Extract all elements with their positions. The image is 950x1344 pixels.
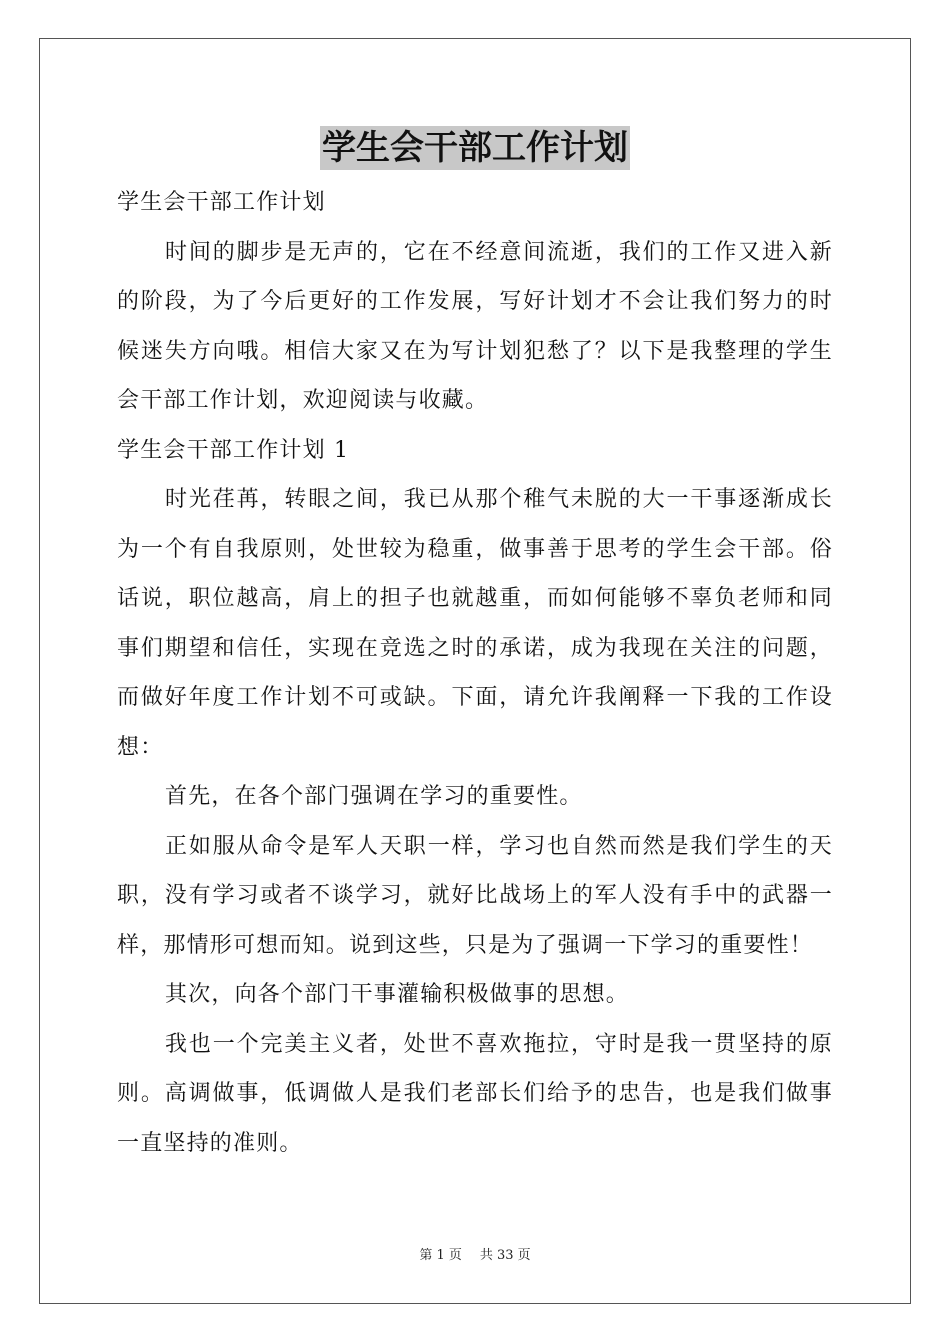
paragraph: 时光荏苒，转眼之间，我已从那个稚气未脱的大一干事逐渐成长为一个有自我原则，处世较为稳重，做事善于思考的学生会干部。俗话说，职位越高，肩上的担子也就越重，而如何能够不辜负老师和同事们期望和信任，实现在竞选之时的承诺，成为我现在关注的问题，而做好年度工作计划不可或缺。下面，请允许我阐释一下我的工作设想： [117, 487, 833, 760]
page-footer [0, 1246, 950, 1266]
paragraph: 我也一个完美主义者，处世不喜欢拖拉，守时是我一贯坚持的原则。高调做事，低调做人是我们老部长们给予的忠告，也是我们做事一直坚持的准则。 [117, 1031, 833, 1156]
paragraph: 学生会干部工作计划 [117, 190, 326, 215]
paragraph: 学生会干部工作计划 1 [117, 437, 350, 463]
document-body [117, 178, 833, 1168]
paragraph: 时间的脚步是无声的，它在不经意间流逝，我们的工作又进入新的阶段，为了今后更好的工作发展，写好计划才不会让我们努力的时候迷失方向哦。相信大家又在为写计划犯愁了？以下是我整理的学生会干部工作计划，欢迎阅读与收藏。 [117, 239, 833, 413]
document-title: 学生会干部工作计划 [322, 128, 628, 168]
paragraph: 首先，在各个部门强调在学习的重要性。 [165, 784, 583, 809]
page-number-current: 第 1 页 [419, 1248, 462, 1263]
paragraph: 其次，向各个部门干事灌输积极做事的思想。 [165, 982, 630, 1007]
page-number-total: 共 33 页 [479, 1248, 531, 1263]
title-container [0, 126, 950, 170]
paragraph: 正如服从命令是军人天职一样，学习也自然而然是我们学生的天职，没有学习或者不谈学习，就好比战场上的军人没有手中的武器一样，那情形可想而知。说到这些，只是为了强调一下学习的重要性！ [117, 833, 833, 958]
